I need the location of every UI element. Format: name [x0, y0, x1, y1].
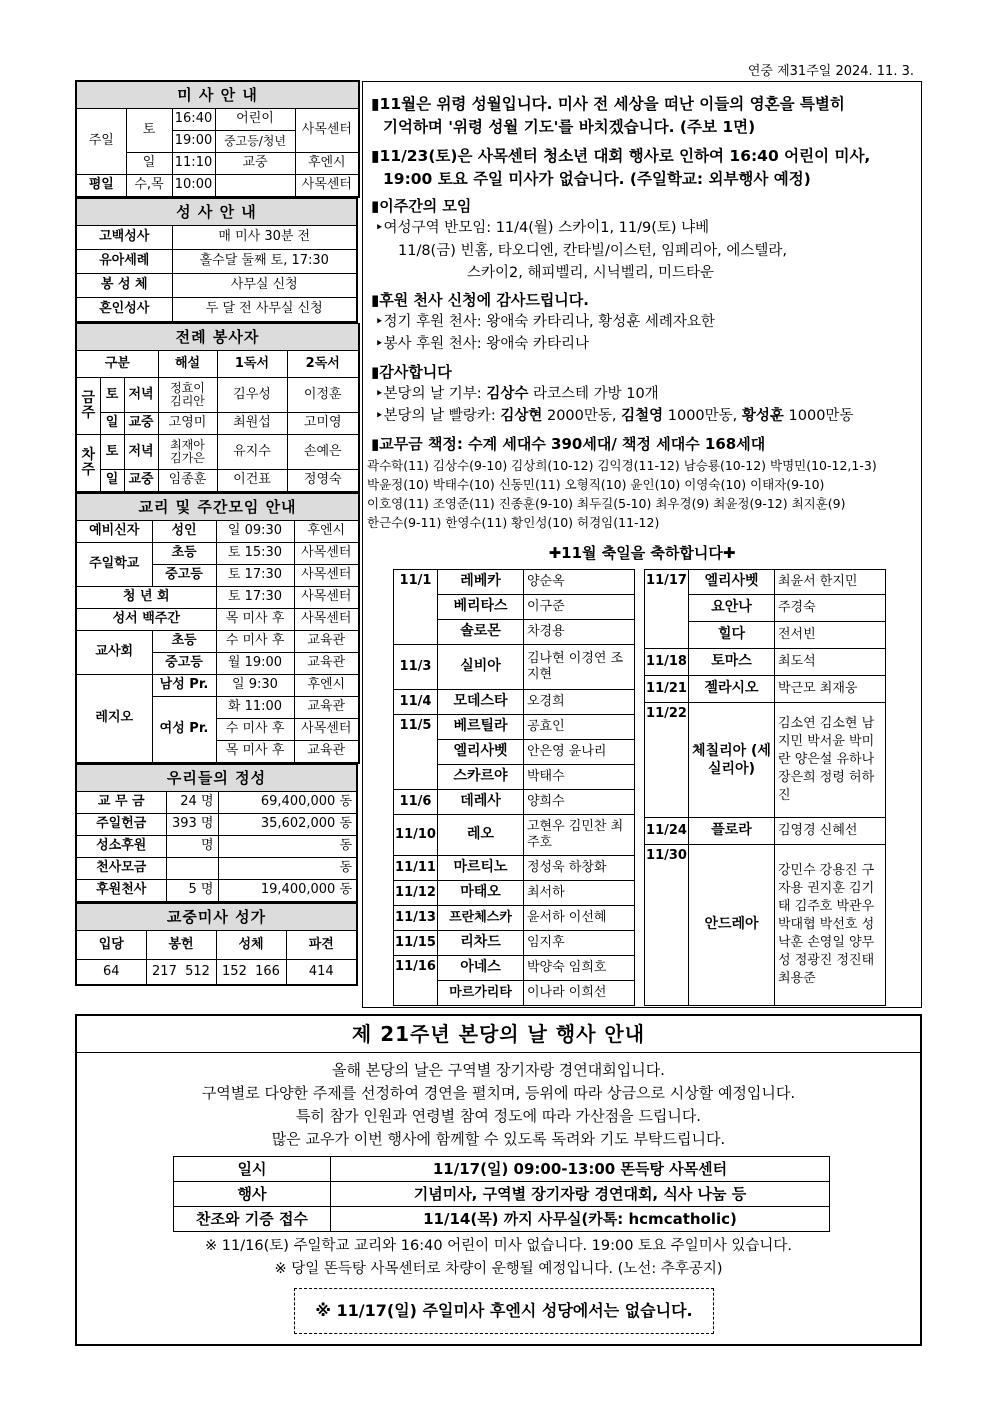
- feast-people: 강민수 강용진 구자용 권지훈 김기태 김주호 박관우 박대협 박선호 성낙훈 손영일 양무성 정광진 정진태 최용준: [775, 845, 886, 1006]
- feast-saint: 엘리사벳: [438, 740, 524, 765]
- notice-line: 한근수(9-11) 한영수(11) 황인성(10) 허경임(11-12): [367, 515, 660, 530]
- hymn-table: [75, 903, 358, 986]
- sacrament-label: 고백성사: [76, 226, 172, 250]
- sacrament-table: [75, 198, 358, 323]
- liturgy-week-label: 차주: [76, 435, 100, 493]
- feast-saint: 엘리사벳: [689, 570, 775, 595]
- liturgy-reader1: 최원섭: [217, 413, 287, 435]
- feast-saint: 레베카: [438, 570, 524, 595]
- feast-people: 정성욱 하창화: [524, 856, 635, 881]
- catechism-time: 수 미사 후: [216, 631, 294, 653]
- feast-saint: 모데스타: [438, 690, 524, 715]
- notice-line: ▮11월은 위령 성월입니다. 미사 전 세상을 떠난 이들의 영혼을 특별히: [371, 95, 845, 113]
- mass-place: 후엔시: [295, 153, 359, 175]
- offering-count: 393 명: [166, 814, 218, 836]
- feast-saint: 솔로몬: [438, 620, 524, 645]
- catechism-place: 후엔시: [294, 521, 359, 543]
- feast-saint: 베리타스: [438, 595, 524, 620]
- feast-saint: 마르티노: [438, 856, 524, 881]
- catechism-place: 교육관: [294, 697, 359, 719]
- offering-label: 성소후원: [76, 836, 166, 858]
- hymn-number: 512: [185, 963, 210, 979]
- feast-people: 이나라 이희선: [524, 981, 635, 1006]
- feast-date: 11/18: [645, 649, 689, 676]
- offering-label: 교 무 금: [76, 792, 166, 814]
- event-highlight-note: ※ 11/17(일) 주일미사 후엔시 성당에서는 없습니다.: [294, 1288, 714, 1334]
- notice-text: ‣본당의 날 기부:: [375, 386, 487, 402]
- event-value: 11/14(목) 까지 사무실(카톡: hcmcatholic): [331, 1207, 830, 1232]
- feast-people: 김소연 김소현 남지민 박서윤 박미란 양은설 유하나 장은희 정령 허하진: [775, 703, 886, 818]
- liturgy-day: 일: [100, 470, 124, 493]
- feast-date: 11/17: [645, 570, 689, 649]
- feast-date: 11/4: [394, 690, 438, 715]
- liturgy-reader2: 손예은: [287, 435, 359, 470]
- donor-name: 김상수: [486, 386, 529, 402]
- bulletin-date: 연중 제31주일 2024. 11. 3.: [747, 64, 914, 79]
- notice-heading: ▮감사합니다: [371, 363, 452, 381]
- notice-line: [375, 406, 853, 427]
- notice-text: 라코스테 가방 10개: [528, 386, 659, 402]
- notice-line: 박윤정(10) 박태수(10) 신동민(11) 오형직(10) 윤인(10) 이영숙(10) 이태자(9-10): [367, 477, 825, 492]
- liturgy-reader1: 김우성: [217, 378, 287, 413]
- event-title: 제 21주년 본당의 날 행사 안내: [77, 1016, 920, 1053]
- feast-people: 주경숙: [775, 595, 886, 622]
- catechism-place: 사목센터: [294, 719, 359, 741]
- offering-amount: 동: [218, 858, 357, 880]
- hymn-recessional: 414: [286, 960, 357, 986]
- catechism-time: 화 11:00: [216, 697, 294, 719]
- feast-people: 김나현 이경연 조지현: [524, 645, 635, 690]
- sacrament-value: 두 달 전 사무실 신청: [172, 298, 357, 323]
- feast-saint: 스카르야: [438, 765, 524, 790]
- catechism-group: 주일학교: [76, 543, 152, 587]
- liturgy-commentator: 최재아 김가은: [158, 435, 217, 470]
- catechism-place: 사목센터: [294, 587, 359, 609]
- notice-text: 1000만동,: [663, 408, 742, 424]
- hymn-header: 성체: [216, 931, 286, 960]
- mass-schedule-table: [75, 80, 360, 198]
- hymn-number: 166: [255, 963, 280, 979]
- catechism-title: 교리 및 주간모임 안내: [76, 494, 359, 521]
- catechism-place: 사목센터: [294, 565, 359, 587]
- mass-type: 교중: [215, 153, 295, 175]
- notice-line: 19:00 토요 주일 미사가 없습니다. (주일학교: 외부행사 예정): [383, 170, 811, 188]
- catechism-place: 교육관: [294, 653, 359, 675]
- liturgy-commentator: 임종훈: [158, 470, 217, 493]
- liturgy-reader2: 고미영: [287, 413, 359, 435]
- liturgy-day: 토: [100, 435, 124, 470]
- feast-date: 11/13: [394, 906, 438, 931]
- notice-text: 1000만동: [783, 408, 854, 424]
- feast-date: 11/6: [394, 790, 438, 815]
- catechism-sub: 남성 Pr.: [152, 675, 216, 697]
- feast-people: 김영경 신혜선: [775, 818, 886, 845]
- offering-label: 주일헌금: [76, 814, 166, 836]
- mass-schedule-title: 미 사 안 내: [76, 81, 359, 109]
- catechism-place: 후엔시: [294, 675, 359, 697]
- catechism-time: 토 15:30: [216, 543, 294, 565]
- feast-date: 11/3: [394, 645, 438, 690]
- offering-count: [166, 858, 218, 880]
- feast-people: 박근모 최재웅: [775, 676, 886, 703]
- sacrament-label: 혼인성사: [76, 298, 172, 323]
- notice-panel: [362, 81, 922, 1008]
- feast-people: 최윤서 한지민: [775, 570, 886, 595]
- event-panel: [75, 1014, 922, 1346]
- catechism-group: 레지오: [76, 675, 152, 764]
- liturgy-mass: 교중: [124, 470, 158, 493]
- mass-day: 주일: [76, 109, 126, 175]
- catechism-place: 사목센터: [294, 543, 359, 565]
- feast-people: 박태수: [524, 765, 635, 790]
- mass-time: 19:00: [172, 131, 215, 153]
- event-line: 많은 교우가 이번 행사에 함께할 수 있도록 독려와 기도 부탁드립니다.: [271, 1130, 726, 1148]
- event-value: 기념미사, 구역별 장기자랑 경연대회, 식사 나눔 등: [331, 1182, 830, 1207]
- catechism-sub: 초등: [152, 631, 216, 653]
- hymn-number: 217: [152, 963, 177, 979]
- catechism-sub: 중고등: [152, 653, 216, 675]
- mass-sub: 수,목: [126, 175, 172, 198]
- liturgy-reader1: 유지수: [217, 435, 287, 470]
- feast-people: 고현우 김민찬 최주호: [524, 815, 635, 856]
- feast-saint: 프란체스카: [438, 906, 524, 931]
- liturgy-reader1: 이건표: [217, 470, 287, 493]
- sacrament-value: 사무실 신청: [172, 274, 357, 298]
- event-label: 찬조와 기증 접수: [174, 1207, 331, 1232]
- feast-people: 오경희: [524, 690, 635, 715]
- mass-day: 평일: [76, 175, 126, 198]
- offering-amount: 19,400,000 동: [218, 880, 357, 903]
- liturgy-title: 전례 봉사자: [76, 324, 359, 351]
- offering-amount: 동: [218, 836, 357, 858]
- liturgy-day: 일: [100, 413, 124, 435]
- notice-line: ‣봉사 후원 천사: 왕애숙 카타리나: [375, 336, 589, 352]
- hymn-header: 봉헌: [146, 931, 216, 960]
- event-value: 11/17(일) 09:00-13:00 똔득탕 사목센터: [331, 1157, 830, 1182]
- offering-count: 5 명: [166, 880, 218, 903]
- feast-saint: 요안나: [689, 595, 775, 622]
- feast-people: 최도석: [775, 649, 886, 676]
- feast-date: 11/15: [394, 931, 438, 956]
- notice-line: 11/8(금) 빈홈, 타오디엔, 칸타빌/이스턴, 임페리아, 에스텔라,: [398, 243, 787, 259]
- catechism-group: 청 년 회: [76, 587, 216, 609]
- hymn-header: 파견: [286, 931, 357, 960]
- notice-line: 스카이2, 해피벨리, 시닉벨리, 미드타운: [467, 265, 714, 281]
- feast-saint: 데레사: [438, 790, 524, 815]
- event-table: [173, 1156, 830, 1232]
- liturgy-table: [75, 323, 360, 493]
- notice-line: [375, 384, 659, 405]
- mass-type: [215, 175, 295, 198]
- notice-text: 2000만동,: [542, 408, 622, 424]
- feast-people: 최서하: [524, 881, 635, 906]
- feast-date: 11/24: [645, 818, 689, 845]
- catechism-group: 예비신자: [76, 521, 152, 543]
- feast-people: 차경용: [524, 620, 635, 645]
- mass-type: 중고등/청년: [215, 131, 295, 153]
- mass-place: 사목센터: [295, 175, 359, 198]
- feast-table-right: [644, 569, 886, 1006]
- catechism-table: [75, 493, 360, 764]
- catechism-sub: 초등: [152, 543, 216, 565]
- catechism-sub: 성인: [152, 521, 216, 543]
- event-line: 올해 본당의 날은 구역별 장기자랑 경연대회입니다.: [332, 1061, 665, 1079]
- feast-date: 11/30: [645, 845, 689, 1006]
- feast-saint: 토마스: [689, 649, 775, 676]
- liturgy-header: 해설: [158, 351, 217, 378]
- donor-name: 김상현: [500, 408, 543, 424]
- feast-saint: 힐다: [689, 622, 775, 649]
- hymn-title: 교중미사 성가: [76, 904, 357, 931]
- notice-line: 기억하며 '위령 성월 기도'를 바치겠습니다. (주보 1면): [383, 118, 756, 136]
- catechism-time: 월 19:00: [216, 653, 294, 675]
- feast-title: ✚11월 축일을 축하합니다✚: [548, 544, 736, 562]
- sacrament-label: 봉 성 체: [76, 274, 172, 298]
- catechism-time: 일 9:30: [216, 675, 294, 697]
- catechism-place: 교육관: [294, 741, 359, 764]
- feast-people: 임지후: [524, 931, 635, 956]
- feast-saint: 레오: [438, 815, 524, 856]
- feast-date: 11/1: [394, 570, 438, 645]
- mass-type: 어린이: [215, 109, 295, 131]
- feast-people: 양희수: [524, 790, 635, 815]
- event-line: 특히 참가 인원과 연령별 참여 정도에 따라 가산점을 드립니다.: [295, 1107, 702, 1125]
- event-line: 구역별로 다양한 주제를 선정하여 경연을 펼치며, 등위에 따라 상금으로 시상할 예정입니다.: [201, 1084, 796, 1102]
- feast-saint: 안드레아: [689, 845, 775, 1006]
- notice-heading: ▮후원 천사 신청에 감사드립니다.: [371, 291, 589, 309]
- event-label: 행사: [174, 1182, 331, 1207]
- liturgy-reader2: 이정훈: [287, 378, 359, 413]
- notice-heading: ▮이주간의 모임: [371, 197, 472, 215]
- hymn-communion: [216, 960, 286, 986]
- feast-saint: 베르틸라: [438, 715, 524, 740]
- liturgy-commentator: 정효이 김리안: [158, 378, 217, 413]
- offering-table: [75, 764, 358, 903]
- liturgy-day: 토: [100, 378, 124, 413]
- feast-saint: 아네스: [438, 956, 524, 981]
- feast-people: 안은영 윤나리: [524, 740, 635, 765]
- feast-date: 11/21: [645, 676, 689, 703]
- mass-time: 11:10: [172, 153, 215, 175]
- catechism-time: 토 17:30: [216, 587, 294, 609]
- mass-time: 10:00: [172, 175, 215, 198]
- mass-sub: 토: [126, 109, 172, 153]
- offering-count: 명: [166, 836, 218, 858]
- catechism-place: 사목센터: [294, 609, 359, 631]
- notice-line: ‣정기 후원 천사: 왕애숙 카타리나, 황성훈 세례자요한: [375, 314, 715, 330]
- liturgy-header: 구분: [76, 351, 158, 378]
- catechism-sub: 중고등: [152, 565, 216, 587]
- donor-name: 황성훈: [741, 408, 784, 424]
- feast-saint: 실비아: [438, 645, 524, 690]
- feast-table-left: [393, 569, 635, 1006]
- event-note: ※ 11/16(토) 주일학교 교리와 16:40 어린이 미사 없습니다. 19:00 토요 주일미사 있습니다.: [205, 1238, 792, 1254]
- catechism-place: 교육관: [294, 631, 359, 653]
- offering-title: 우리들의 정성: [76, 765, 357, 792]
- mass-place: 사목센터: [295, 109, 359, 153]
- event-label: 일시: [174, 1157, 331, 1182]
- catechism-time: 일 09:30: [216, 521, 294, 543]
- hymn-offertory: [146, 960, 216, 986]
- sacrament-value: 홀수달 둘째 토, 17:30: [172, 250, 357, 274]
- left-column: [75, 80, 358, 986]
- liturgy-mass: 교중: [124, 413, 158, 435]
- liturgy-reader2: 정영숙: [287, 470, 359, 493]
- feast-date: 11/5: [394, 715, 438, 790]
- sacrament-value: 매 미사 30분 전: [172, 226, 357, 250]
- offering-amount: 35,602,000 동: [218, 814, 357, 836]
- sacrament-title: 성 사 안 내: [76, 199, 357, 226]
- feast-saint: 플로라: [689, 818, 775, 845]
- feast-date: 11/10: [394, 815, 438, 856]
- notice-line: 곽수학(11) 김상수(9-10) 김상희(10-12) 김익경(11-12) 남승룡(10-12) 박명민(10-12,1-3): [367, 458, 877, 473]
- feast-people: 이구준: [524, 595, 635, 620]
- notice-line: ▮11/23(토)은 사목센터 청소년 대회 행사로 인하여 16:40 어린이 미사,: [371, 147, 871, 165]
- catechism-time: 수 미사 후: [216, 719, 294, 741]
- feast-people: 박양숙 임희호: [524, 956, 635, 981]
- catechism-time: 토 17:30: [216, 565, 294, 587]
- liturgy-mass: 저녁: [124, 378, 158, 413]
- feast-saint: 젤라시오: [689, 676, 775, 703]
- offering-label: 후원천사: [76, 880, 166, 903]
- offering-amount: 69,400,000 동: [218, 792, 357, 814]
- notice-line: 이호영(11) 조영준(11) 진종훈(9-10) 최두길(5-10) 최우경(9) 최윤정(9-12) 최지훈(9): [367, 496, 846, 511]
- hymn-header: 입당: [76, 931, 146, 960]
- notice-text: ‣본당의 날 빨랑카:: [375, 408, 501, 424]
- liturgy-commentator: 고영미: [158, 413, 217, 435]
- feast-people: 윤서하 이선혜: [524, 906, 635, 931]
- sacrament-label: 유아세례: [76, 250, 172, 274]
- feast-date: 11/11: [394, 856, 438, 881]
- feast-date: 11/16: [394, 956, 438, 1006]
- hymn-entrance: 64: [76, 960, 146, 986]
- catechism-time: 목 미사 후: [216, 741, 294, 764]
- feast-people: 양순옥: [524, 570, 635, 595]
- notice-line: ‣여성구역 반모임: 11/4(월) 스카이1, 11/9(토) 냐베: [375, 220, 710, 236]
- mass-time: 16:40: [172, 109, 215, 131]
- event-note: ※ 당일 똔득탕 사목센터로 차량이 운행될 예정입니다. (노선: 추후공지): [274, 1261, 723, 1277]
- feast-saint: 마르가리타: [438, 981, 524, 1006]
- feast-people: 공효인: [524, 715, 635, 740]
- offering-count: 24 명: [166, 792, 218, 814]
- catechism-sub: 여성 Pr.: [152, 697, 216, 764]
- liturgy-header: 2독서: [287, 351, 359, 378]
- feast-people: 전서빈: [775, 622, 886, 649]
- feast-saint: 마태오: [438, 881, 524, 906]
- feast-date: 11/12: [394, 881, 438, 906]
- offering-label: 천사모금: [76, 858, 166, 880]
- catechism-group: 교사회: [76, 631, 152, 675]
- catechism-time: 목 미사 후: [216, 609, 294, 631]
- notice-heading: ▮교무금 책정: 수계 세대수 390세대/ 책정 세대수 168세대: [371, 435, 766, 453]
- feast-saint: 체칠리아 (세실리아): [689, 703, 775, 818]
- catechism-group: 성서 백주간: [76, 609, 216, 631]
- feast-date: 11/22: [645, 703, 689, 818]
- feast-saint: 리차드: [438, 931, 524, 956]
- donor-name: 김철영: [621, 408, 664, 424]
- liturgy-week-label: 금주: [76, 378, 100, 435]
- hymn-number: 152: [222, 963, 247, 979]
- liturgy-mass: 저녁: [124, 435, 158, 470]
- mass-sub: 일: [126, 153, 172, 175]
- liturgy-header: 1독서: [217, 351, 287, 378]
